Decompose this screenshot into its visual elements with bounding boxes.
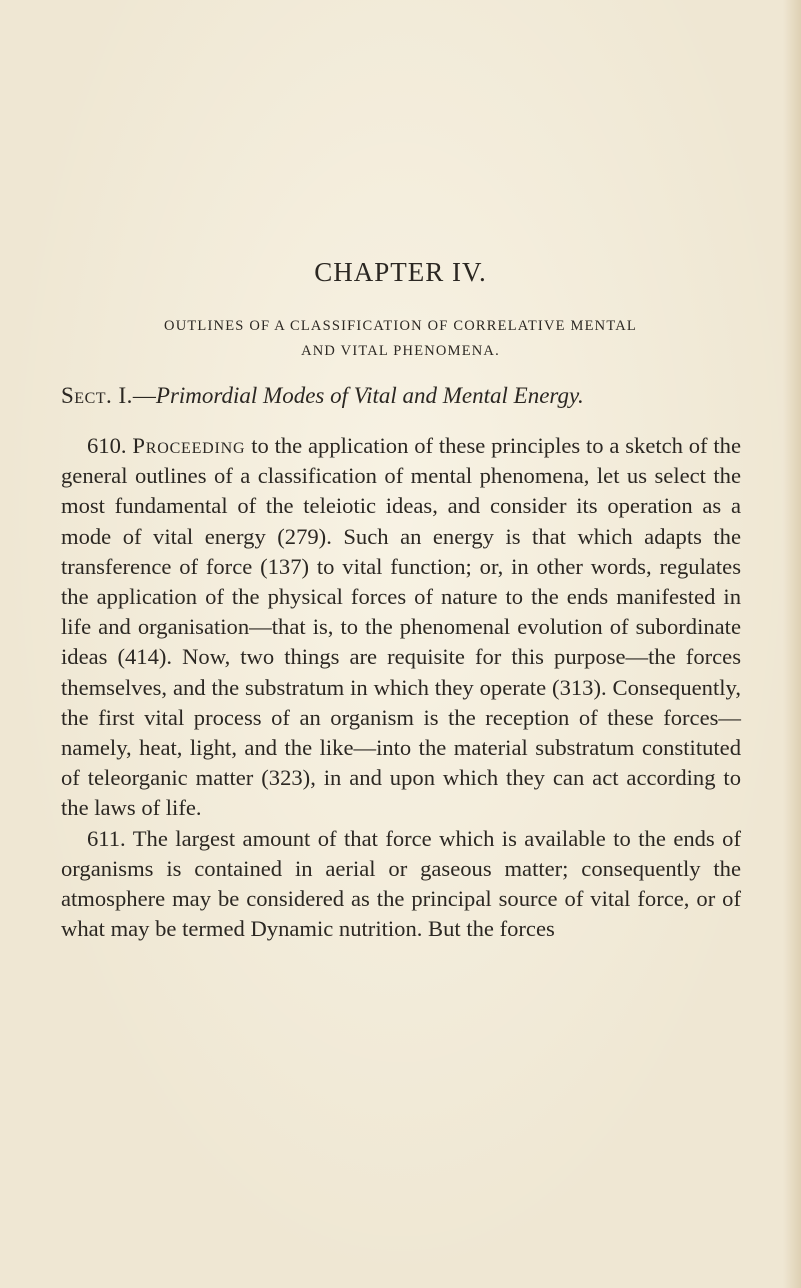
- chapter-title: CHAPTER IV.: [314, 257, 487, 287]
- section-heading: [61, 383, 761, 409]
- page-edge-shadow: [783, 0, 801, 1288]
- section-title: Primordial Modes of Vital and Mental Energy.: [155, 383, 584, 408]
- paragraph-610: [61, 431, 741, 824]
- chapter-subtitle-line-1: OUTLINES OF A CLASSIFICATION OF CORRELATIVE MENTAL: [164, 318, 637, 334]
- paragraph-number: 610.: [87, 433, 127, 458]
- section-dash: —: [132, 383, 156, 408]
- chapter-subtitle-line-2: AND VITAL PHENOMENA.: [301, 343, 500, 359]
- paragraph-text: The largest amount of that force which is available to the ends of organisms is contained in aerial or gaseous matter; consequently the atmosphere may be considered as the principal source of vital force, or of what may be termed Dynamic nutrition. But the forces: [61, 825, 741, 942]
- body-text: [61, 431, 741, 944]
- paragraph-number: 611.: [87, 825, 126, 851]
- section-label: Sect. I.: [61, 383, 133, 408]
- paragraph-lead-word: Proceeding: [132, 433, 246, 458]
- paragraph-text: to the application of these principles to a sketch of the general outlines of a classification of mental phenomena, let us select the most fundamental of the teleiotic ideas, and consider its operation as a mode of vital energy (279). Such an energy is that which adapts the transference of force (137) to vital function; or, in other words, regulates the application of the physical forces of nature to the ends manifested in life and organisation—that is, to the phenomenal evolution of subordinate ideas (414). Now, two things are requisite for this purpose—the forces themselves, and the substratum in which they operate (313). Consequently, the first vital process of an organism is the reception of these forces—namely, heat, light, and the like—into the material substratum constituted of teleorganic matter (323), in and upon which they can act according to the laws of life.: [61, 433, 741, 821]
- paragraph-611: [61, 824, 741, 945]
